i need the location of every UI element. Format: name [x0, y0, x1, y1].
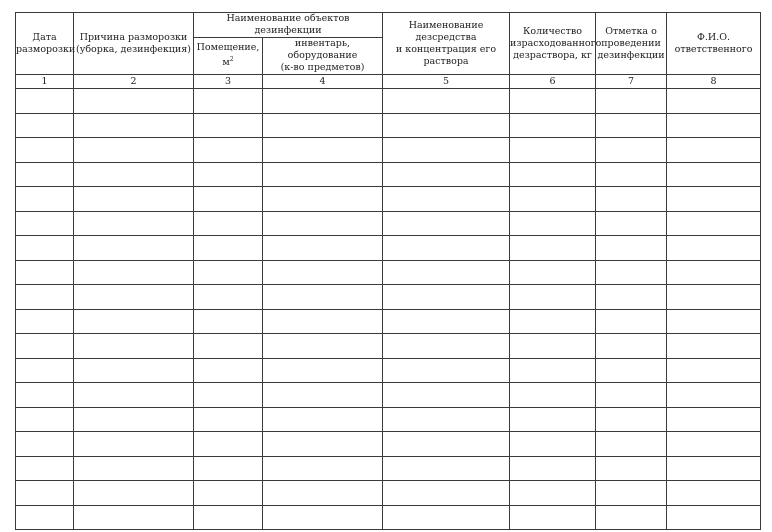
table-cell[interactable]: [383, 285, 510, 310]
header-thaw-date: [16, 13, 74, 75]
table-cell[interactable]: [263, 358, 383, 383]
header-room-area: [194, 38, 263, 75]
table-cell[interactable]: [383, 113, 510, 138]
header-solution-amount-line2: израсходованного: [510, 37, 602, 49]
table-cell[interactable]: [667, 309, 761, 334]
table-cell[interactable]: [383, 260, 510, 285]
table-cell[interactable]: [383, 407, 510, 432]
table-cell[interactable]: [16, 407, 74, 432]
table-row: [16, 456, 761, 481]
table-cell[interactable]: [383, 383, 510, 408]
table-cell[interactable]: [510, 358, 596, 383]
table-cell[interactable]: [16, 334, 74, 359]
table-cell[interactable]: [194, 162, 263, 187]
table-cell[interactable]: [194, 309, 263, 334]
table-cell[interactable]: [16, 113, 74, 138]
table-row: [16, 113, 761, 138]
table-cell[interactable]: [16, 260, 74, 285]
table-cell[interactable]: [596, 113, 667, 138]
table-cell[interactable]: [16, 162, 74, 187]
table-cell[interactable]: [383, 505, 510, 530]
table-cell[interactable]: [194, 481, 263, 506]
table-cell[interactable]: [16, 481, 74, 506]
table-cell[interactable]: [667, 383, 761, 408]
table-cell[interactable]: [74, 358, 194, 383]
table-cell[interactable]: [194, 432, 263, 457]
header-disinfection-objects-label: Наименование объектов дезинфекции: [226, 13, 350, 36]
table-cell[interactable]: [16, 456, 74, 481]
table-cell[interactable]: [667, 285, 761, 310]
table-cell[interactable]: [596, 481, 667, 506]
header-disinfectant-line1: Наименование дезсредства: [408, 19, 484, 43]
table-cell[interactable]: [596, 89, 667, 114]
table-cell[interactable]: [510, 481, 596, 506]
table-cell[interactable]: [596, 309, 667, 334]
table-row: [16, 187, 761, 212]
header-disinfection-mark-line3: дезинфекции: [597, 49, 665, 61]
header-disinfectant-line3: раствора: [423, 55, 469, 67]
column-number: 3: [194, 75, 263, 89]
table-cell[interactable]: [74, 334, 194, 359]
table-cell[interactable]: [667, 358, 761, 383]
table-cell[interactable]: [383, 309, 510, 334]
table-cell[interactable]: [263, 187, 383, 212]
table-cell[interactable]: [263, 383, 383, 408]
header-thaw-reason-line1: Причина разморозки: [79, 31, 188, 43]
table-cell[interactable]: [74, 260, 194, 285]
table-cell[interactable]: [194, 505, 263, 530]
header-thaw-date-line2: разморозки: [16, 43, 76, 55]
header-solution-amount: [510, 13, 602, 75]
table-row: [16, 162, 761, 187]
table-cell[interactable]: [383, 187, 510, 212]
table-cell[interactable]: [596, 358, 667, 383]
header-disinfection-mark-line1: Отметка о: [605, 25, 657, 37]
table-cell[interactable]: [74, 211, 194, 236]
table-row: [16, 285, 761, 310]
table-cell[interactable]: [667, 432, 761, 457]
table-row: [16, 383, 761, 408]
table-cell[interactable]: [667, 162, 761, 187]
table-cell[interactable]: [263, 407, 383, 432]
header-solution-amount-line1: Количество: [523, 25, 583, 37]
table-row: [16, 260, 761, 285]
table-cell[interactable]: [667, 456, 761, 481]
table-cell[interactable]: [596, 138, 667, 163]
table-cell[interactable]: [194, 334, 263, 359]
table-cell[interactable]: [596, 456, 667, 481]
table-cell[interactable]: [16, 432, 74, 457]
table-cell[interactable]: [194, 383, 263, 408]
table-cell[interactable]: [263, 211, 383, 236]
header-inventory-equipment: [263, 38, 383, 75]
table-cell[interactable]: [510, 113, 596, 138]
table-cell[interactable]: [596, 383, 667, 408]
table-row: [16, 432, 761, 457]
table-cell[interactable]: [383, 89, 510, 114]
table-cell[interactable]: [510, 432, 596, 457]
table-cell[interactable]: [510, 162, 596, 187]
table-row: [16, 407, 761, 432]
table-cell[interactable]: [74, 505, 194, 530]
disinfection-log-table: [15, 12, 761, 530]
table-cell[interactable]: [596, 334, 667, 359]
column-number: 2: [74, 75, 194, 89]
table-cell[interactable]: [596, 285, 667, 310]
table-cell[interactable]: [74, 138, 194, 163]
table-cell[interactable]: [383, 456, 510, 481]
table-cell[interactable]: [510, 383, 596, 408]
table-row: [16, 309, 761, 334]
header-inventory-line2: (к-во предметов): [280, 62, 365, 73]
table-cell[interactable]: [194, 211, 263, 236]
table-cell[interactable]: [16, 383, 74, 408]
table-row: [16, 481, 761, 506]
table-cell[interactable]: [510, 89, 596, 114]
header-thaw-reason: [74, 13, 194, 75]
table-cell[interactable]: [16, 138, 74, 163]
table-cell[interactable]: [194, 407, 263, 432]
table-cell[interactable]: [263, 432, 383, 457]
table-cell[interactable]: [263, 138, 383, 163]
table-cell[interactable]: [74, 432, 194, 457]
table-cell[interactable]: [194, 358, 263, 383]
table-row: [16, 138, 761, 163]
table-cell[interactable]: [74, 113, 194, 138]
header-room-area-unit: [222, 54, 233, 69]
table-row: [16, 505, 761, 530]
unit-sup: 2: [229, 56, 234, 64]
table-cell[interactable]: [263, 162, 383, 187]
table-cell[interactable]: [510, 260, 596, 285]
column-number: 8: [667, 75, 761, 89]
table-cell[interactable]: [596, 211, 667, 236]
table-cell[interactable]: [74, 285, 194, 310]
table-cell[interactable]: [667, 89, 761, 114]
table-cell[interactable]: [510, 138, 596, 163]
table-cell[interactable]: [667, 505, 761, 530]
table-cell[interactable]: [74, 309, 194, 334]
table-cell[interactable]: [16, 211, 74, 236]
table-cell[interactable]: [596, 260, 667, 285]
table-cell[interactable]: [383, 358, 510, 383]
header-disinfection-objects-group: [194, 13, 383, 38]
table-cell[interactable]: [510, 236, 596, 261]
table-cell[interactable]: [16, 89, 74, 114]
table-cell[interactable]: [667, 481, 761, 506]
table-cell[interactable]: [263, 260, 383, 285]
table-cell[interactable]: [383, 432, 510, 457]
table-cell[interactable]: [510, 505, 596, 530]
table-cell[interactable]: [16, 505, 74, 530]
table-cell[interactable]: [263, 285, 383, 310]
table-cell[interactable]: [667, 211, 761, 236]
column-number: 4: [263, 75, 383, 89]
table-cell[interactable]: [194, 236, 263, 261]
table-cell[interactable]: [667, 334, 761, 359]
table-cell[interactable]: [74, 456, 194, 481]
table-cell[interactable]: [510, 187, 596, 212]
table-cell[interactable]: [383, 162, 510, 187]
table-cell[interactable]: [194, 89, 263, 114]
table-cell[interactable]: [74, 383, 194, 408]
table-cell[interactable]: [16, 358, 74, 383]
table-cell[interactable]: [194, 285, 263, 310]
table-cell[interactable]: [263, 89, 383, 114]
table-cell[interactable]: [596, 432, 667, 457]
table-cell[interactable]: [16, 236, 74, 261]
table-cell[interactable]: [74, 162, 194, 187]
table-cell[interactable]: [383, 334, 510, 359]
table-cell[interactable]: [74, 187, 194, 212]
table-cell[interactable]: [194, 113, 263, 138]
table-cell[interactable]: [596, 505, 667, 530]
table-cell[interactable]: [16, 285, 74, 310]
table-cell[interactable]: [667, 407, 761, 432]
table-cell[interactable]: [667, 187, 761, 212]
header-disinfection-mark: [596, 13, 667, 75]
header-disinfectant-name: [383, 13, 510, 75]
unit-m: м: [222, 57, 230, 69]
table-cell[interactable]: [263, 334, 383, 359]
table-row: [16, 358, 761, 383]
table-cell[interactable]: [194, 187, 263, 212]
table-cell[interactable]: [194, 456, 263, 481]
table-cell[interactable]: [263, 505, 383, 530]
column-number: 1: [16, 75, 74, 89]
table-cell[interactable]: [263, 456, 383, 481]
column-number: 6: [510, 75, 596, 89]
table-cell[interactable]: [667, 236, 761, 261]
table-cell[interactable]: [383, 138, 510, 163]
column-number-row: [16, 75, 761, 89]
table-cell[interactable]: [596, 162, 667, 187]
table-row: [16, 334, 761, 359]
column-number: 5: [383, 75, 510, 89]
table-cell[interactable]: [16, 187, 74, 212]
table-cell[interactable]: [383, 211, 510, 236]
table-cell[interactable]: [16, 309, 74, 334]
header-inventory-line1: инвентарь, оборудование: [287, 38, 358, 61]
table-cell[interactable]: [263, 236, 383, 261]
table-cell[interactable]: [194, 260, 263, 285]
table-cell[interactable]: [74, 481, 194, 506]
table-cell[interactable]: [596, 236, 667, 261]
table-body: [16, 89, 761, 530]
table-cell[interactable]: [194, 138, 263, 163]
header-solution-amount-line3: дезраствора, кг: [513, 49, 592, 61]
table-cell[interactable]: [263, 309, 383, 334]
header-disinfection-mark-line2: проведении: [601, 37, 661, 49]
table-row: [16, 236, 761, 261]
header-responsible-line1: Ф.И.О.: [697, 31, 731, 43]
header-thaw-date-line1: Дата: [32, 31, 57, 43]
table-cell[interactable]: [510, 285, 596, 310]
table-cell[interactable]: [510, 334, 596, 359]
table-cell[interactable]: [383, 236, 510, 261]
table-row: [16, 89, 761, 114]
table-cell[interactable]: [510, 407, 596, 432]
table-cell[interactable]: [74, 236, 194, 261]
table-cell[interactable]: [667, 260, 761, 285]
table-cell[interactable]: [510, 211, 596, 236]
table-cell[interactable]: [510, 309, 596, 334]
table-row: [16, 211, 761, 236]
table-cell[interactable]: [596, 407, 667, 432]
table-cell[interactable]: [596, 187, 667, 212]
table-cell[interactable]: [510, 456, 596, 481]
table-cell[interactable]: [263, 113, 383, 138]
header-responsible-name: [667, 13, 761, 75]
column-number: 7: [596, 75, 667, 89]
table-cell[interactable]: [263, 481, 383, 506]
table-cell[interactable]: [383, 481, 510, 506]
table-cell[interactable]: [667, 113, 761, 138]
header-responsible-line2: ответственного: [674, 43, 753, 55]
header-thaw-reason-line2: (уборка, дезинфекция): [76, 43, 191, 55]
header-disinfectant-line2: и концентрация его: [395, 43, 497, 55]
table-cell[interactable]: [74, 407, 194, 432]
table-cell[interactable]: [667, 138, 761, 163]
header-room-area-label: Помещение,: [196, 42, 260, 54]
table-cell[interactable]: [74, 89, 194, 114]
